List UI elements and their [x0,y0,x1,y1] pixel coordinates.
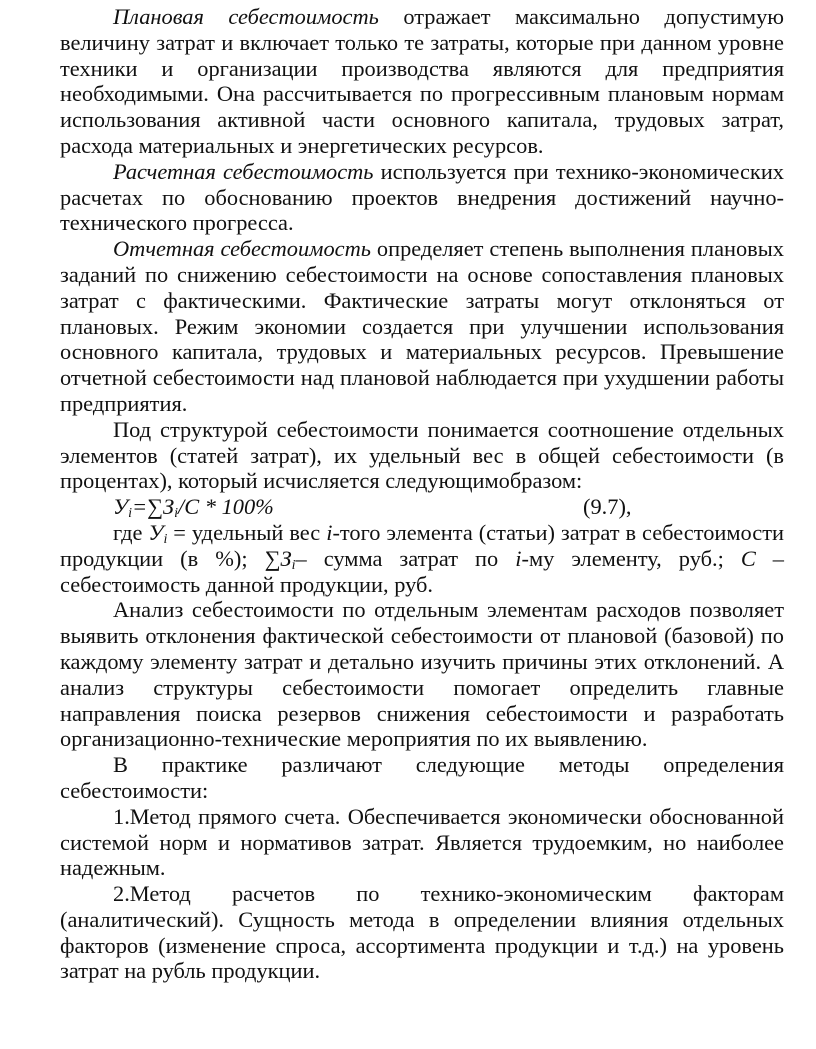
paragraph-text: отражает максимально допустимую величину затрат и включает только те затраты, которые при данном уровне техники и организации производства являются для предприятия необходимыми. Она рассчитывается по прогрессивным плановым нормам использования активной части основного капитала, трудовых затрат, расхода материальных и энергетических ресурсов. [60,4,784,158]
paragraph-text: определяет степень выполнения плановых заданий по снижению себестоимости на основе сопоставления плановых затрат с фактическими. Фактические затраты могут отклоняться от плановых. Режим экономии создается при улучшении использования основного капитала, трудовых и материальных ресурсов. Превышение отчетной себестоимости над плановой наблюдается при ухудшении работы предприятия. [60,236,784,416]
paragraph-formula-legend [60,520,784,597]
legend-symbol-i: i [515,545,522,571]
term-estimated-cost: Расчетная себестоимость [113,158,374,184]
term-reported-cost: Отчетная себестоимость [113,236,371,262]
legend-symbol-i: i [326,519,333,545]
paragraph-planned-cost [60,4,784,159]
legend-symbol-z: З [280,545,292,571]
paragraph-method-direct-count: 1.Метод прямого счета. Обеспечивается экономически обоснованной системой норм и нормативов затрат. Является трудоемким, но наиболее надежным. [60,803,784,881]
legend-text: -того элемента (статьи) затрат в себестоимости продукции (в %); ∑ [60,519,785,571]
legend-subscript: i [291,557,296,573]
legend-text: где [113,519,149,545]
formula-expression [60,494,530,520]
legend-symbol-c: С [740,545,756,571]
paragraph-cost-structure: Под структурой себестоимости понимается соотношение отдельных элементов (статей затрат), их удельный вес в общей себестоимости (в процентах), который исчисляется следующимобразом: [60,416,784,494]
legend-text: – сумма затрат по [295,545,516,571]
formula-subscript: i [174,506,179,522]
paragraph-text: используется при технико-экономических расчетах по обоснованию проектов внедрения достижений научно-технического прогресса. [60,158,784,236]
formula-sum: =∑З [131,494,175,520]
paragraph-estimated-cost [60,159,784,236]
paragraph-cost-analysis: Анализ себестоимости по отдельным элементам расходов позволяет выявить отклонения фактической себестоимости от плановой (базовой) по каждому элементу затрат и детально изучить причины этих отклонений. А анализ структуры себестоимости помогает определить главные направления поиска резервов снижения себестоимости и разработать организационно-технические мероприятия по их выявлению. [60,597,784,752]
legend-text: – себестоимость данной продукции, руб. [60,545,784,597]
legend-symbol-y: У [148,519,164,545]
term-planned-cost: Плановая себестоимость [113,4,379,29]
legend-text: -му элементу, руб.; [521,545,741,571]
paragraph-reported-cost [60,236,784,417]
legend-text: = удельный вес [167,519,327,545]
paragraph-method-analytical: 2.Метод расчетов по технико-экономическим факторам (аналитический). Сущность метода в определении влияния отдельных факторов (изменение спроса, ассортимента продукции и т.д.) на уровень затрат на рубль продукции. [60,881,784,984]
formula-symbol-y: У [113,494,129,520]
paragraph-methods-intro: В практике различают следующие методы определения себестоимости: [60,752,784,803]
formula-rest: /С * 100% [178,494,274,520]
legend-subscript: i [163,531,168,547]
formula-9-7 [60,494,784,520]
formula-number: (9.7), [583,494,632,520]
formula-subscript: i [128,506,132,522]
